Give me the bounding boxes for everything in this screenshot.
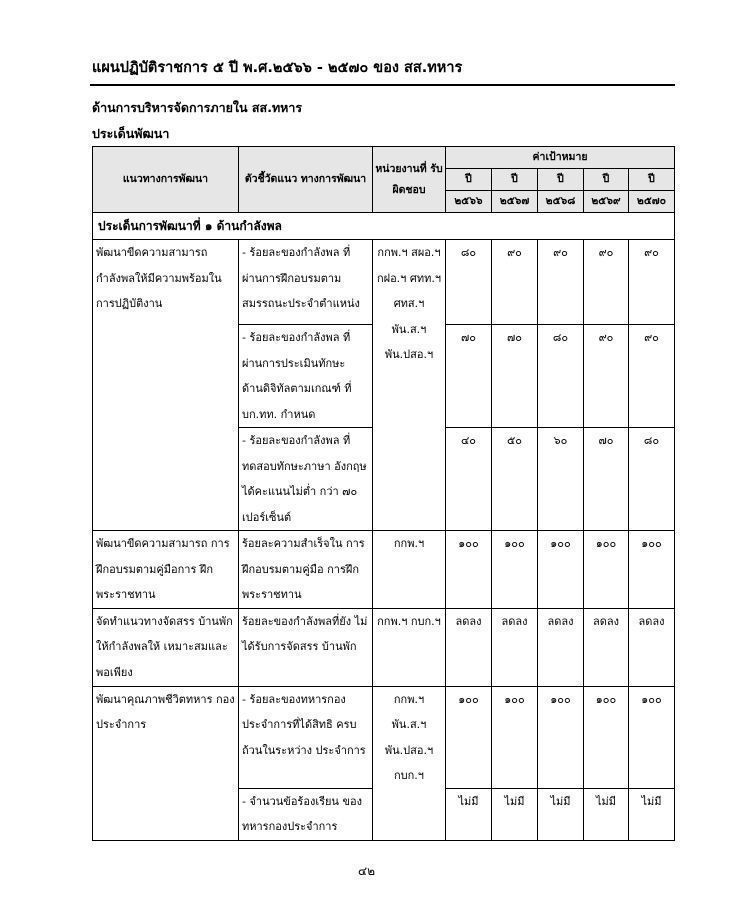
guideline-cell: พัฒนาขีดความสามารถ กำลังพลให้มีความพร้อมใน การปฏิบัติงาน [93,240,239,531]
target-cell: ๙๐ [584,240,629,325]
year-label: ปี [446,169,492,191]
target-cell: ไม่มี [446,788,492,840]
year-label: ปี [538,169,584,191]
year-label: ปี [584,169,629,191]
target-cell: ๘๐ [538,325,584,428]
plan-table [92,146,675,841]
target-cell: ๑๐๐ [492,686,538,788]
year-cell: ๒๕๖๖ [446,191,492,213]
target-cell: ลดลง [629,608,675,686]
indicator-cell: - ร้อยละของทหารกอง ประจำการที่ได้สิทธิ ครบถ้วนในระหว่าง ประจำการ [239,686,373,788]
target-cell: ๑๐๐ [584,686,629,788]
section-subtitle-2: ประเด็นพัฒนา [92,126,170,141]
guideline-cell: พัฒนาคุณภาพชีวิตทหาร กองประจำการ [93,686,239,840]
target-cell: ๑๐๐ [629,531,675,609]
year-label: ปี [629,169,675,191]
unit-cell: กกพ.ฯ พัน.ส.ฯ พัน.ปสอ.ฯ กบก.ฯ [373,686,446,840]
indicator-cell: - จำนวนข้อร้องเรียน ของทหารกองประจำการ [239,788,373,840]
indicator-cell: - ร้อยละของกำลังพล ที่ผ่านการประเมินทักษะ ด้านดิจิทัลตามเกณฑ์ ที่ บก.ทท. กำหนด [239,325,373,428]
target-cell: ๙๐ [492,240,538,325]
target-cell: ๑๐๐ [538,686,584,788]
col-unit-header: หน่วยงานที่ รับผิดชอบ [373,147,446,213]
target-cell: ๕๐ [492,428,538,531]
target-cell: ๙๐ [629,240,675,325]
indicator-cell: ร้อยละของกำลังพลที่ยัง ไม่ได้รับการจัดสรร บ้านพัก [239,608,373,686]
target-cell: ๘๐ [446,240,492,325]
year-cell: ๒๕๖๗ [492,191,538,213]
guideline-cell: พัฒนาขีดความสามารถ การฝึกอบรมตามคู่มือการ ฝึกพระราชทาน [93,531,239,609]
header-rule [90,84,675,86]
section-subtitle: ด้านการบริหารจัดการภายใน สส.ทหาร [92,100,303,115]
target-cell: ๗๐ [446,325,492,428]
year-cell: ๒๕๖๘ [538,191,584,213]
year-cell: ๒๕๖๙ [584,191,629,213]
target-cell: ลดลง [446,608,492,686]
target-cell: ๙๐ [538,240,584,325]
target-cell: ๗๐ [492,325,538,428]
target-cell: ไม่มี [629,788,675,840]
col-guideline-header: แนวทางการพัฒนา [93,147,239,213]
target-cell: ๙๐ [629,325,675,428]
target-cell: ๑๐๐ [629,686,675,788]
indicator-cell: - ร้อยละของกำลังพล ที่ผ่านการฝึกอบรมตาม สมรรถนะประจำตำแหน่ง [239,240,373,325]
unit-cell: กกพ.ฯ [373,531,446,609]
unit-cell: กกพ.ฯ สผอ.ฯ กฝอ.ฯ ศทท.ฯ ศทส.ฯ พัน.ส.ฯ พัน.ปสอ.ฯ [373,240,446,531]
unit-cell: กกพ.ฯ กบก.ฯ [373,608,446,686]
target-cell: ไม่มี [492,788,538,840]
page-number: ๔๒ [358,864,375,878]
target-cell: ๙๐ [584,325,629,428]
document-header: แผนปฏิบัติราชการ ๕ ปี พ.ศ.๒๕๖๖ - ๒๕๗๐ ของ สส.ทหาร [92,60,463,76]
guideline-cell: จัดทำแนวทางจัดสรร บ้านพักให้กำลังพลให้ เหมาะสมและพอเพียง [93,608,239,686]
col-target-header: ค่าเป้าหมาย [446,147,675,169]
target-cell: ลดลง [584,608,629,686]
year-cell: ๒๕๗๐ [629,191,675,213]
target-cell: ไม่มี [584,788,629,840]
target-cell: ๑๐๐ [584,531,629,609]
indicator-cell: ร้อยละความสำเร็จใน การฝึกอบรมตามคู่มือ การฝึกพระราชทาน [239,531,373,609]
section-row: ประเด็นการพัฒนาที่ ๑ ด้านกำลังพล [93,213,675,240]
indicator-cell: - ร้อยละของกำลังพล ที่ทดสอบทักษะภาษา อังกฤษได้คะแนนไม่ต่ำ กว่า ๗๐ เปอร์เซ็นต์ [239,428,373,531]
target-cell: ๗๐ [584,428,629,531]
target-cell: ๘๐ [629,428,675,531]
year-label: ปี [492,169,538,191]
target-cell: ลดลง [492,608,538,686]
col-indicator-header: ตัวชี้วัดแนว ทางการพัฒนา [239,147,373,213]
target-cell: ๑๐๐ [446,531,492,609]
target-cell: ๑๐๐ [492,531,538,609]
target-cell: ๑๐๐ [446,686,492,788]
target-cell: ๑๐๐ [538,531,584,609]
target-cell: ๔๐ [446,428,492,531]
target-cell: ลดลง [538,608,584,686]
target-cell: ไม่มี [538,788,584,840]
target-cell: ๖๐ [538,428,584,531]
